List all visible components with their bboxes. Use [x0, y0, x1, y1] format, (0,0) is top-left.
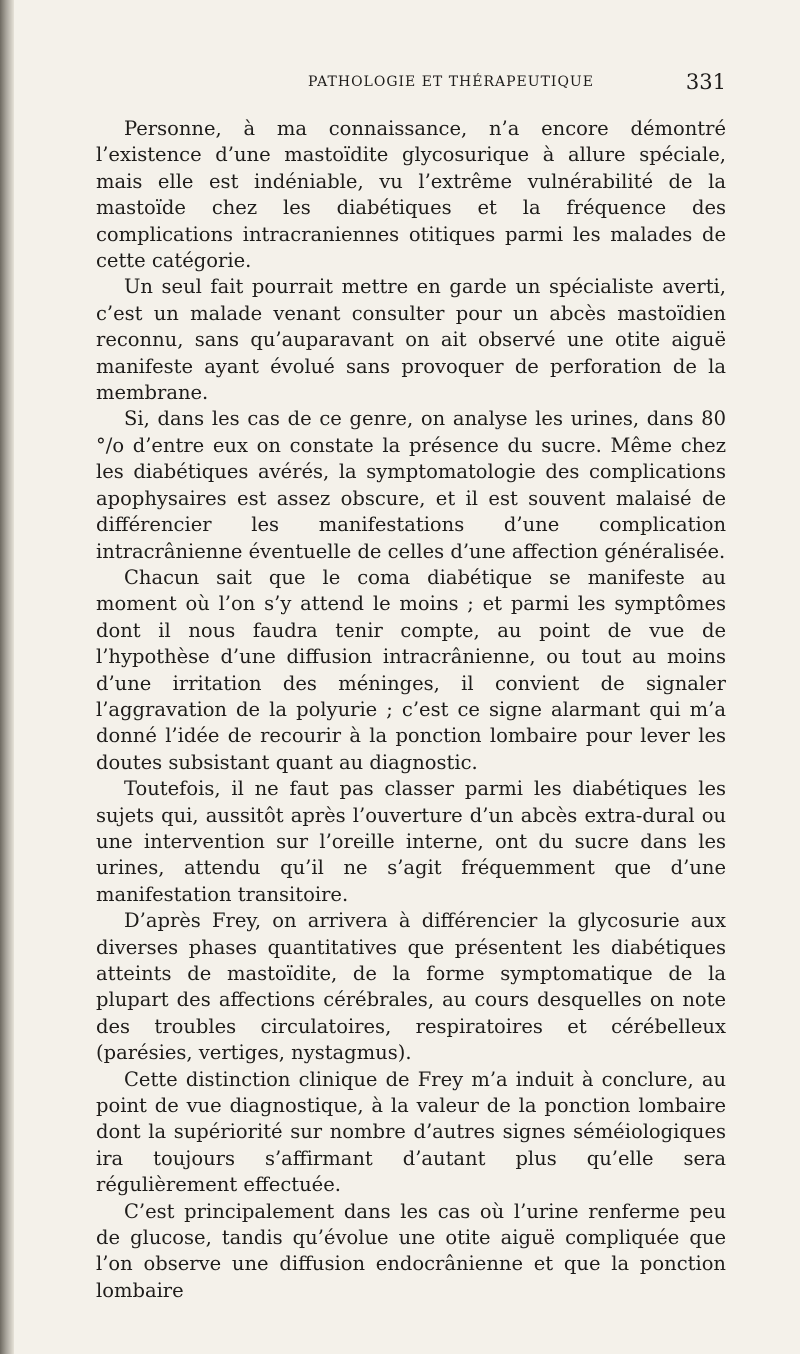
paragraph: Un seul fait pourrait mettre en garde un spécialiste averti, c’est un malade venant consulter pour un abcès mastoïdien reconnu, sans qu’auparavant on ait observé une otite aiguë manifeste ayant évolué sans provoquer de perforation de la membrane. — [96, 275, 726, 405]
paragraph: Cette distinction clinique de Frey m’a induit à conclure, au point de vue diagnostique, à la valeur de la ponction lombaire dont la supériorité sur nombre d’autres signes séméiologiques ira toujours s’affirmant d’autant plus qu’elle sera régulièrement effectuée. — [96, 1067, 726, 1197]
document-page — [96, 70, 726, 1304]
running-title: PATHOLOGIE ET THÉRAPEUTIQUE — [308, 74, 594, 90]
paragraph: Chacun sait que le coma diabétique se manifeste au moment où l’on s’y attend le moins ; et parmi les symptômes dont il nous faudra tenir compte, au point de vue de l’hypothèse d’une diffusion intracrânienne, ou tout au moins d’une irritation des méninges, il convient de signaler l’aggravation de la polyurie ; c’est ce signe alarmant qui m’a donné l’idée de recourir à la ponction lombaire pour lever les doutes subsistant quant au diagnostic. — [96, 565, 726, 774]
paragraph: Personne, à ma connaissance, n’a encore démontré l’existence d’une mastoïdite glycosurique à allure spéciale, mais elle est indéniable, vu l’extrême vulnérabilité de la mastoïde chez les diabétiques et la fréquence des complications intracraniennes otitiques parmi les malades de cette catégorie. — [96, 117, 726, 273]
running-header — [96, 70, 726, 100]
paragraph: Si, dans les cas de ce genre, on analyse les urines, dans 80 °/o d’entre eux on constate la présence du sucre. Même chez les diabétiques avérés, la symptomatologie des complications apophysaires est assez obscure, et il est souvent malaisé de différencier les manifestations d’une complication intracrânienne éventuelle de celles d’une affection généralisée. — [96, 407, 726, 563]
paragraph: C’est principalement dans les cas où l’urine renferme peu de glucose, tandis qu’évolue une otite aiguë compliquée que l’on observe une diffusion endocrânienne et que la ponction lombaire — [96, 1199, 726, 1302]
paragraph: D’après Frey, on arrivera à différencier la glycosurie aux diverses phases quantitatives que présentent les diabétiques atteints de mastoïdite, de la forme symptomatique de la plupart des affections cérébrales, au cours desquelles on note des troubles circulatoires, respiratoires et cérébelleux (parésies, vertiges, nystagmus). — [96, 909, 726, 1065]
page-edge-shadow — [0, 0, 14, 1354]
paragraph: Toutefois, il ne faut pas classer parmi les diabétiques les sujets qui, aussitôt après l’ouverture d’un abcès extra-dural ou une intervention sur l’oreille interne, ont du sucre dans les urines, attendu qu’il ne s’agit fréquemment que d’une manifestation transitoire. — [96, 777, 726, 906]
page-number: 331 — [685, 70, 726, 94]
body-text — [96, 116, 726, 1304]
